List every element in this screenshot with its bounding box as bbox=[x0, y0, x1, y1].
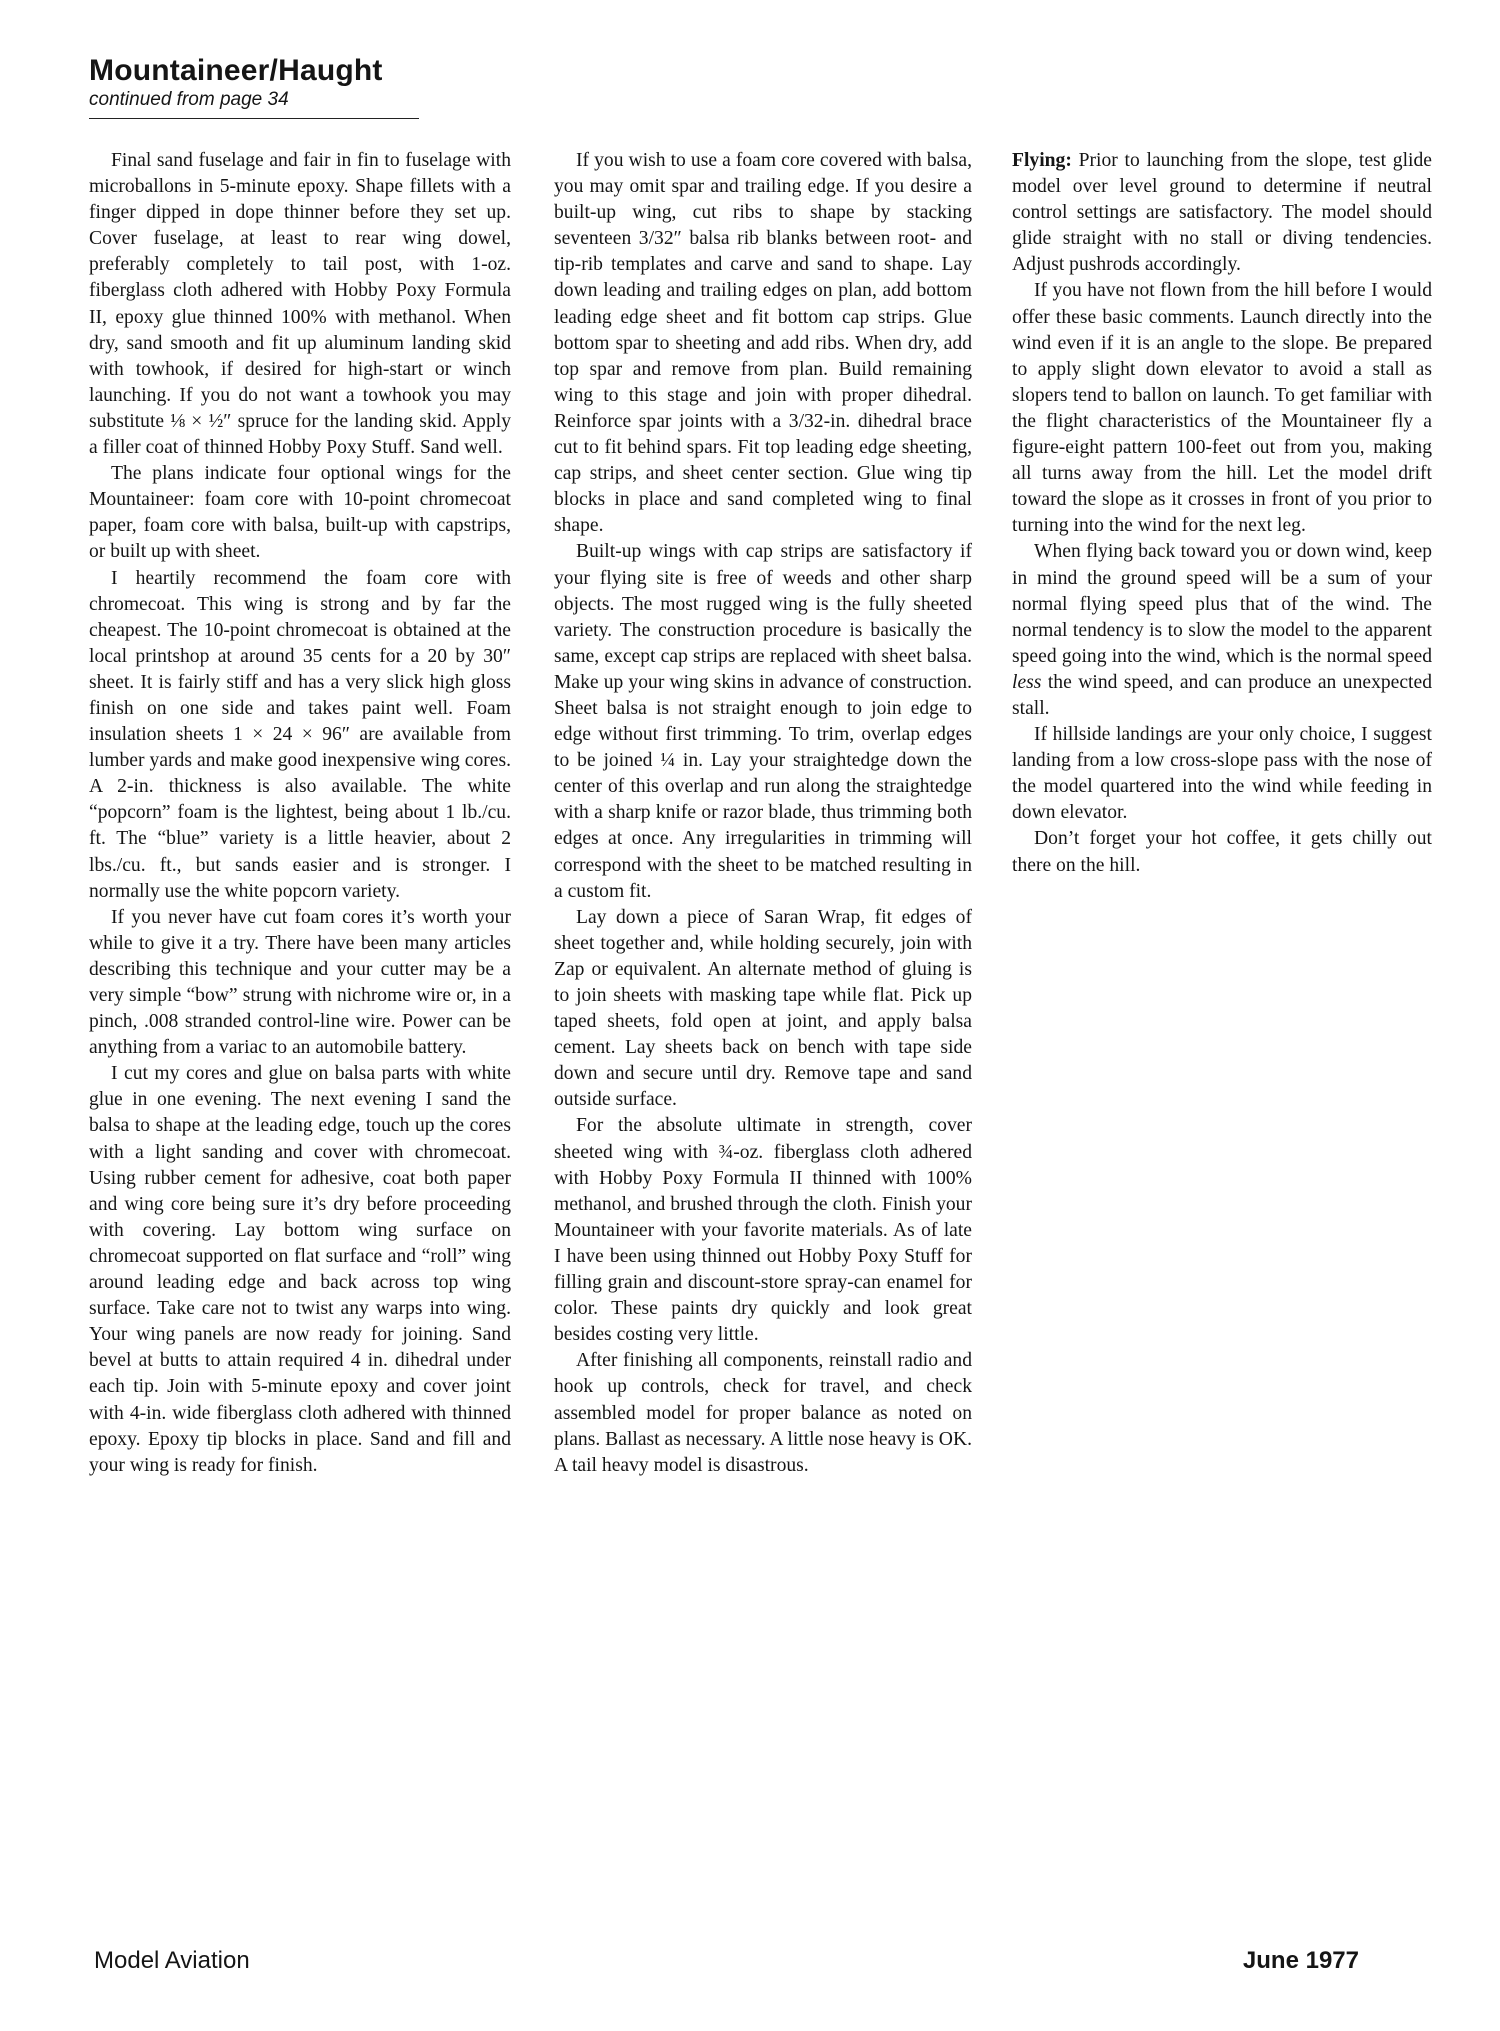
paragraph: Final sand fuselage and fair in fin to fuselage with microballons in 5-minute epoxy. Shape fillets with a finger dipped in dope thinner before they set up. Cover fuselage, at least to rear wing dowel, preferably completely to tail post, with 1-oz. fiberglass cloth adhered with Hobby Poxy Formula II, epoxy glue thinned 100% with methanol. When dry, sand smooth and fit up aluminum landing skid with towhook, if desired for high-start or winch launching. If you do not want a towhook you may substitute ⅛ × ½″ spruce for the landing skid. Apply a filler coat of thinned Hobby Poxy Stuff. Sand well. bbox=[89, 150, 511, 459]
paragraph: If you have not flown from the hill before I would offer these basic comments. Launch directly into the wind even if it is an angle to the slope. Be prepared to apply slight down elevator to avoid a stall as slopers tend to ballon on launch. To get familiar with the flight characteristics of the Mountaineer fly a figure-eight pattern 100-feet out from you, making all turns away from the hill. Let the model drift toward the slope as it crosses in front of you prior to turning into the wind for the next leg. bbox=[1012, 280, 1432, 537]
paragraph: I heartily recommend the foam core with chromecoat. This wing is strong and by far the cheapest. The 10-point chromecoat is obtained at the local printshop at around 35 cents for a 20 by 30″ sheet. It is fairly stiff and has a very slick high gloss finish on one side and takes paint well. Foam insulation sheets 1 × 24 × 96″ are available from lumber yards and make good inexpensive wing cores. A 2-in. thickness is also available. The white “popcorn” foam is the lightest, being about 1 lb./cu. ft. The “blue” variety is a little heavier, about 2 lbs./cu. ft., but sands easier and is stronger. I normally use the white popcorn variety. bbox=[89, 567, 511, 902]
header-rule bbox=[89, 118, 419, 119]
paragraph: If you never have cut foam cores it’s worth your while to give it a try. There have been many articles describing this technique and your cutter may be a very simple “bow” strung with nichrome wire or, in a pinch, .008 stranded control-line wire. Power can be anything from a variac to an automobile battery. bbox=[89, 906, 511, 1059]
paragraph bbox=[1012, 148, 1432, 278]
section-lead: Flying: bbox=[1012, 150, 1072, 171]
paragraph: I cut my cores and glue on balsa parts with white glue in one evening. The next evening I sand the balsa to shape at the leading edge, touch up the cores with a light sanding and cover with chromecoat. Using rubber cement for adhesive, coat both paper and wing core being sure it’s dry before proceeding with covering. Lay bottom wing surface on chromecoat supported on flat surface and “roll” wing around leading edge and back across top wing surface. Take care not to twist any warps into wing. Your wing panels are now ready for joining. Sand bevel at butts to attain required 4 in. dihedral under each tip. Join with 5-minute epoxy and cover joint with 4-in. wide fiberglass cloth adhered with thinned epoxy. Epoxy tip blocks in place. Sand and fill and your wing is ready for finish. bbox=[89, 1063, 511, 1476]
paragraph: After finishing all components, reinstall radio and hook up controls, check for travel, and check assembled model for proper balance as noted on plans. Ballast as necessary. A little nose heavy is OK. A tail heavy model is disastrous. bbox=[554, 1350, 972, 1476]
continuation-note: continued from page 34 bbox=[89, 89, 289, 110]
paragraph-text: the wind speed, and can produce an unexpected stall. bbox=[1012, 671, 1432, 719]
paragraph: Don’t forget your hot coffee, it gets chilly out there on the hill. bbox=[1012, 828, 1432, 876]
paragraph: Lay down a piece of Saran Wrap, fit edges of sheet together and, while holding securely, join with Zap or equivalent. An alternate method of gluing is to join sheets with masking tape while flat. Pick up taped sheets, fold open at joint, and apply balsa cement. Lay sheets back on bench with tape side down and secure until dry. Remove tape and sand outside surface. bbox=[554, 906, 972, 1111]
paragraph: For the absolute ultimate in strength, cover sheeted wing with ¾-oz. fiberglass cloth adhered with Hobby Poxy Formula II thinned with 100% methanol, and brushed through the cloth. Finish your Mountaineer with your favorite materials. As of late I have been using thinned out Hobby Poxy Stuff for filling grain and discount-store spray-can enamel for color. These paints dry quickly and look great besides costing very little. bbox=[554, 1115, 972, 1346]
text-column-3 bbox=[1012, 148, 1432, 879]
emphasis: less bbox=[1012, 671, 1042, 693]
magazine-name: Model Aviation bbox=[94, 1947, 250, 1974]
paragraph: Built-up wings with cap strips are satisfactory if your flying site is free of weeds and other sharp objects. The most rugged wing is the fully sheeted variety. The construction procedure is basically the same, except cap strips are replaced with sheet balsa. Make up your wing skins in advance of construction. Sheet balsa is not straight enough to join edge to edge without first trimming. To trim, overlap edges to be joined ¼ in. Lay your straightedge down the center of this overlap and run along the straightedge with a sharp knife or razor blade, thus trimming both edges at once. Any irregularities in trimming will correspond with the sheet to be matched resulting in a custom fit. bbox=[554, 541, 972, 902]
text-column-2 bbox=[554, 148, 972, 1479]
paragraph-text: When flying back toward you or down wind, keep in mind the ground speed will be a sum of your normal flying speed plus that of the wind. The normal tendency is to slow the model to the apparent speed going into the wind, which is the normal speed bbox=[1012, 541, 1432, 667]
paragraph bbox=[1012, 539, 1432, 722]
paragraph-text: Prior to launching from the slope, test glide model over level ground to determine if neutral control settings are satisfactory. The model should glide straight with no stall or diving tendencies. Adjust pushrods accordingly. bbox=[1012, 150, 1432, 276]
article-title: Mountaineer/Haught bbox=[89, 54, 383, 87]
paragraph: The plans indicate four optional wings for the Mountaineer: foam core with 10-point chromecoat paper, foam core with balsa, built-up with capstrips, or built up with sheet. bbox=[89, 463, 511, 563]
issue-date: June 1977 bbox=[1242, 1947, 1359, 1974]
text-column-1 bbox=[89, 148, 511, 1479]
paragraph: If you wish to use a foam core covered with balsa, you may omit spar and trailing edge. If you desire a built-up wing, cut ribs to shape by stacking seventeen 3/32″ balsa rib blanks between root- and tip-rib templates and carve and sand to shape. Lay down leading and trailing edges on plan, add bottom leading edge sheet and fit bottom cap strips. Glue bottom spar to sheeting and add ribs. When dry, add top spar and remove from plan. Build remaining wing to this stage and join with proper dihedral. Reinforce spar joints with a 3/32-in. dihedral brace cut to fit behind spars. Fit top leading edge sheeting, cap strips, and sheet center section. Glue wing tip blocks in place and sand completed wing to final shape. bbox=[554, 150, 972, 537]
article-header bbox=[89, 54, 419, 119]
paragraph: If hillside landings are your only choice, I suggest landing from a low cross-slope pass with the nose of the model quartered into the wind while feeding in down elevator. bbox=[1012, 724, 1432, 824]
